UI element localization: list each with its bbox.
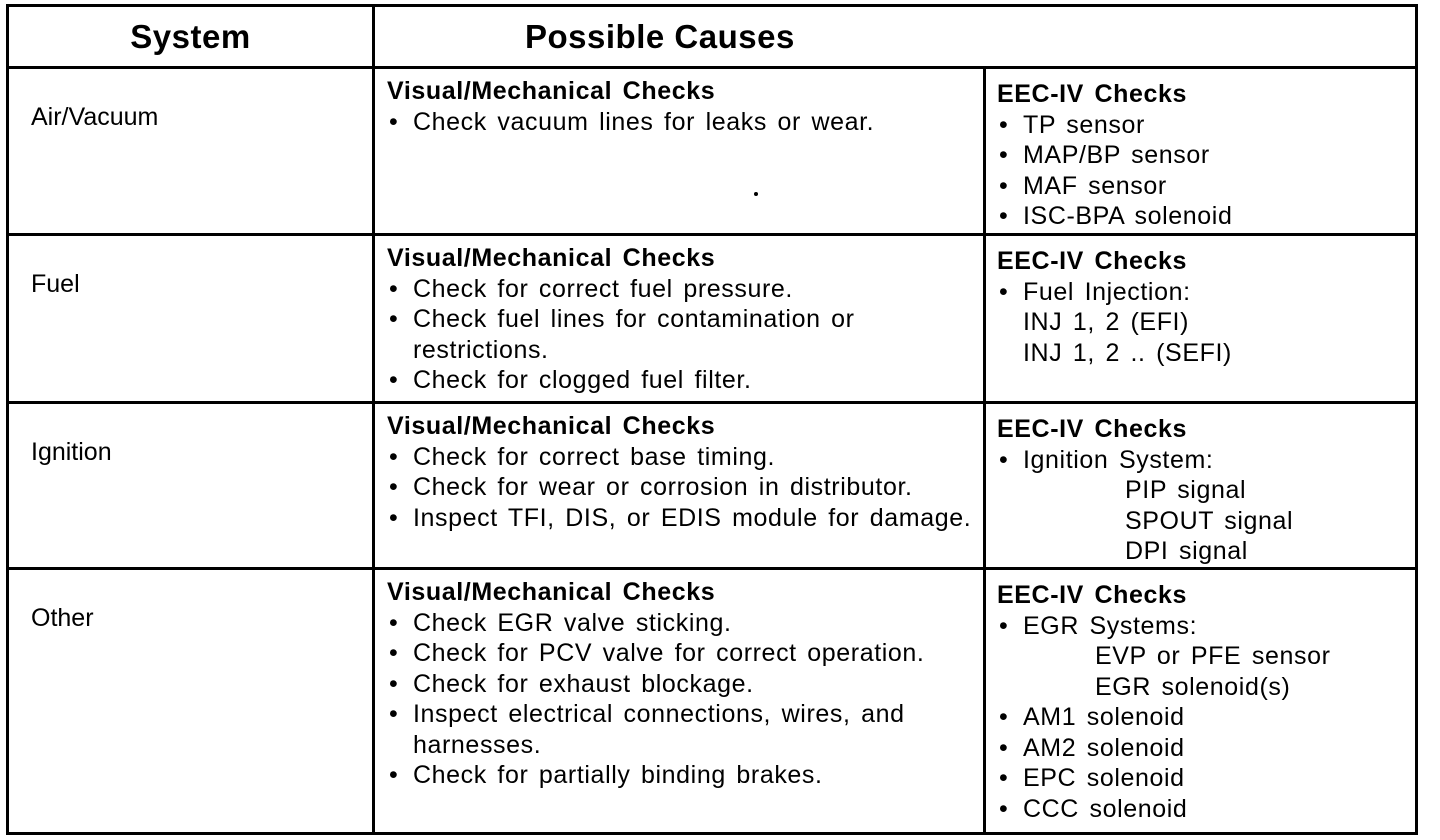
list-item: • AM1 solenoid [999,703,1185,731]
eec-sub-item: DPI signal [1125,537,1248,565]
list-item: • Check for exhaust blockage. [389,669,754,698]
header-possible-causes: Possible Causes [374,6,1417,68]
scan-speck [754,192,758,196]
eec-checks-list [997,110,1407,232]
list-item: • MAF sensor [999,171,1167,200]
eec-checks-title: EEC-IV Checks [997,80,1188,108]
list-item: • TP sensor [999,110,1145,139]
list-item: • Inspect TFI, DIS, or EDIS module for damage. [389,503,972,532]
eec-sub-item: SPOUT signal [1125,506,1294,535]
visual-checks-list [387,107,973,138]
list-item: • AM2 solenoid [999,733,1185,762]
eec-checks-cell [985,235,1417,403]
list-item: • EPC solenoid [999,764,1185,792]
visual-checks-title: Visual/Mechanical Checks [387,244,716,272]
eec-sub-item: INJ 1, 2 .. (SEFI) [1023,338,1232,367]
list-item: • Check for PCV valve for correct operation. [389,639,925,667]
visual-checks-cell [374,403,985,569]
diagnostic-table [6,4,1418,835]
table-row [8,235,1417,403]
list-item: • MAP/BP sensor [999,141,1210,169]
eec-sub-item: PIP signal [1125,476,1247,504]
eec-checks-list [997,277,1407,308]
system-cell: Ignition [8,403,374,569]
visual-checks-list [387,442,973,534]
eec-checks-list [997,611,1407,642]
visual-checks-cell [374,68,985,235]
eec-sub-item: INJ 1, 2 (EFI) [1023,308,1190,336]
system-cell: Air/Vacuum [8,68,374,235]
visual-checks-cell [374,569,985,834]
list-item: • ISC-BPA solenoid [999,202,1233,230]
eec-checks-list [997,702,1407,824]
list-item: • Check for wear or corrosion in distributor. [389,473,913,501]
eec-checks-cell [985,403,1417,569]
list-item: • Check vacuum lines for leaks or wear. [389,107,875,136]
list-item: • Inspect electrical connections, wires, and harnesses. [389,700,905,759]
eec-sub-item: EGR solenoid(s) [1095,672,1291,701]
eec-checks-cell [985,569,1417,834]
list-item: • Check fuel lines for contamination or restrictions. [389,305,855,364]
table-row [8,68,1417,235]
system-cell: Other [8,569,374,834]
visual-checks-list [387,274,973,396]
eec-checks-list [997,445,1407,476]
header-row [8,6,1417,68]
list-item: • Fuel Injection: [999,277,1191,306]
list-item: • Ignition System: [999,445,1214,474]
system-cell: Fuel [8,235,374,403]
visual-checks-list [387,608,973,791]
header-system: System [8,6,374,68]
list-item: • Check for correct fuel pressure. [389,274,793,303]
visual-checks-cell [374,235,985,403]
list-item: • EGR Systems: [999,611,1198,640]
visual-checks-title: Visual/Mechanical Checks [387,412,716,440]
visual-checks-title: Visual/Mechanical Checks [387,578,716,606]
table-row [8,569,1417,834]
list-item: • CCC solenoid [999,794,1188,823]
eec-checks-title: EEC-IV Checks [997,247,1188,275]
table-row [8,403,1417,569]
eec-sub-item: EVP or PFE sensor [1095,642,1331,670]
visual-checks-title: Visual/Mechanical Checks [387,77,716,105]
list-item: • Check EGR valve sticking. [389,608,732,637]
list-item: • Check for correct base timing. [389,442,776,471]
eec-checks-title: EEC-IV Checks [997,581,1188,609]
eec-checks-title: EEC-IV Checks [997,415,1188,443]
list-item: • Check for clogged fuel filter. [389,366,752,394]
list-item: • Check for partially binding brakes. [389,761,823,789]
eec-checks-cell [985,68,1417,235]
